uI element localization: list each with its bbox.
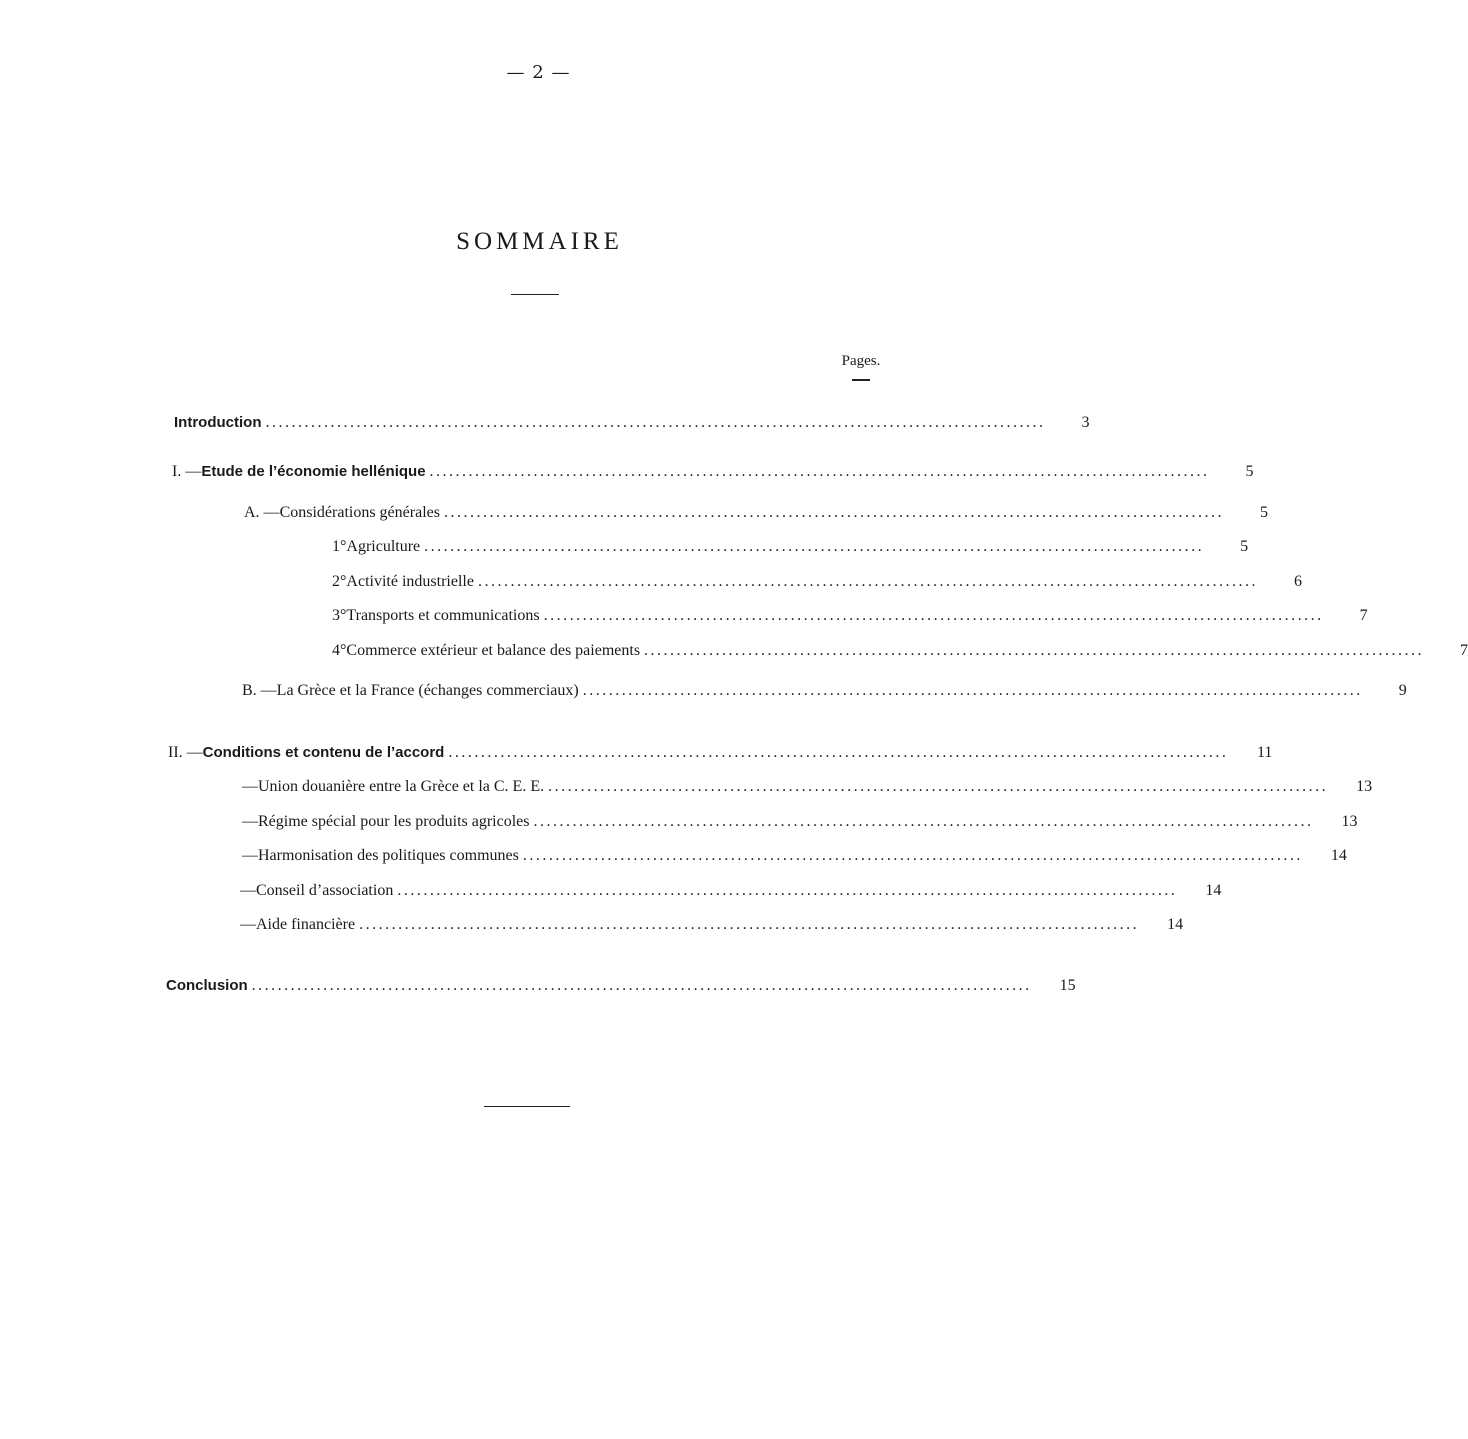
toc-entry-page: 11 [1256, 744, 1273, 761]
toc-entry-label: Transports et communications [346, 607, 540, 624]
toc-entry[interactable] [242, 681, 1407, 701]
toc-entry[interactable] [240, 915, 1184, 935]
dot-leader: ........................................................................................................................ [443, 504, 1224, 521]
toc-entry-number: — [240, 916, 256, 933]
toc-entry-number: — [240, 882, 256, 899]
toc-entry[interactable] [172, 462, 1254, 482]
dot-leader: ........................................................................................................................ [424, 538, 1205, 555]
toc-entry-page: 13 [1356, 778, 1373, 795]
toc-entry-page: 13 [1341, 813, 1358, 830]
toc-entry-number: B. — [242, 682, 277, 699]
dot-leader: ........................................................................................................................ [397, 882, 1178, 899]
toc-entry-page: 5 [1259, 504, 1268, 521]
dot-leader: ........................................................................................................................ [251, 977, 1032, 994]
toc-entry-number: 1° [332, 538, 347, 555]
toc-entry[interactable] [240, 881, 1222, 901]
toc-entry-page: 5 [1245, 463, 1254, 480]
toc-entry-page: 14 [1330, 847, 1347, 864]
dot-leader: ........................................................................................................................ [429, 463, 1210, 480]
page-title: SOMMAIRE [456, 228, 623, 255]
toc-entry-page: 3 [1081, 414, 1090, 431]
toc-entry-label: Aide financière [256, 916, 356, 933]
dot-leader: ........................................................................................................................ [359, 916, 1140, 933]
toc-entry[interactable] [332, 606, 1368, 626]
dot-leader: ........................................................................................................................ [548, 778, 1329, 795]
toc-entry-number: 2° [332, 573, 347, 590]
toc-entry-page: 7 [1460, 642, 1468, 659]
toc-entry[interactable] [242, 777, 1373, 797]
dot-leader: ........................................................................................................................ [644, 642, 1425, 659]
title-divider [511, 294, 559, 295]
toc-entry[interactable] [166, 976, 1076, 996]
toc-entry-number: — [242, 813, 258, 830]
toc-entry-label: Introduction [174, 414, 262, 431]
toc-entry-label: La Grèce et la France (échanges commerciaux) [276, 682, 579, 699]
toc-entry[interactable] [242, 846, 1347, 866]
toc-entry-number: — [242, 778, 258, 795]
dot-leader: ........................................................................................................................ [477, 573, 1258, 590]
toc-entry-label: Conditions et contenu de l’accord [202, 744, 445, 761]
dot-leader: ........................................................................................................................ [582, 682, 1363, 699]
toc-entry-label: Régime spécial pour les produits agricoles [258, 813, 530, 830]
toc-entry-label: Conseil d’association [256, 882, 394, 899]
toc-entry-page: 7 [1359, 607, 1368, 624]
toc-entry[interactable] [242, 812, 1358, 832]
toc-entry-page: 14 [1205, 882, 1222, 899]
toc-entry-label: Harmonisation des politiques communes [258, 847, 519, 864]
toc-entry-number: A. — [244, 504, 280, 521]
toc-entry-page: 6 [1293, 573, 1302, 590]
toc-entry[interactable] [168, 743, 1273, 763]
dot-leader: ........................................................................................................................ [533, 813, 1314, 830]
toc-entry-number: — [242, 847, 258, 864]
toc-entry-label: Considérations générales [279, 504, 440, 521]
toc-entry-label: Conclusion [166, 977, 248, 994]
toc-entry[interactable] [174, 413, 1090, 433]
end-divider [484, 1106, 570, 1107]
toc-entry-number: 3° [332, 607, 347, 624]
page-number: — 2 — [506, 62, 571, 83]
toc-entry[interactable] [332, 572, 1302, 592]
dot-leader: ........................................................................................................................ [448, 744, 1229, 761]
toc-entry-page: 5 [1240, 538, 1249, 555]
toc-entry-page: 9 [1398, 682, 1407, 699]
toc-entry-label: Commerce extérieur et balance des paiements [346, 642, 641, 659]
dot-leader: ........................................................................................................................ [522, 847, 1303, 864]
dot-leader: ........................................................................................................................ [265, 414, 1046, 431]
toc-entry[interactable] [332, 537, 1249, 557]
toc-entry-page: 14 [1167, 916, 1184, 933]
toc-entry-number: II. — [168, 744, 203, 761]
toc-entry[interactable] [332, 641, 1468, 661]
toc-entry-number: 4° [332, 642, 347, 659]
toc-entry[interactable] [244, 503, 1268, 523]
toc-entry-label: Etude de l’économie hellénique [201, 463, 426, 480]
toc-entry-label: Activité industrielle [346, 573, 474, 590]
pages-header-underline [852, 379, 870, 381]
pages-column-header: Pages. [841, 353, 881, 369]
dot-leader: ........................................................................................................................ [543, 607, 1324, 624]
toc-entry-label: Agriculture [346, 538, 421, 555]
toc-entry-number: I. — [172, 463, 202, 480]
toc-entry-label: Union douanière entre la Grèce et la C. E. E. [258, 778, 545, 795]
toc-entry-page: 15 [1059, 977, 1076, 994]
